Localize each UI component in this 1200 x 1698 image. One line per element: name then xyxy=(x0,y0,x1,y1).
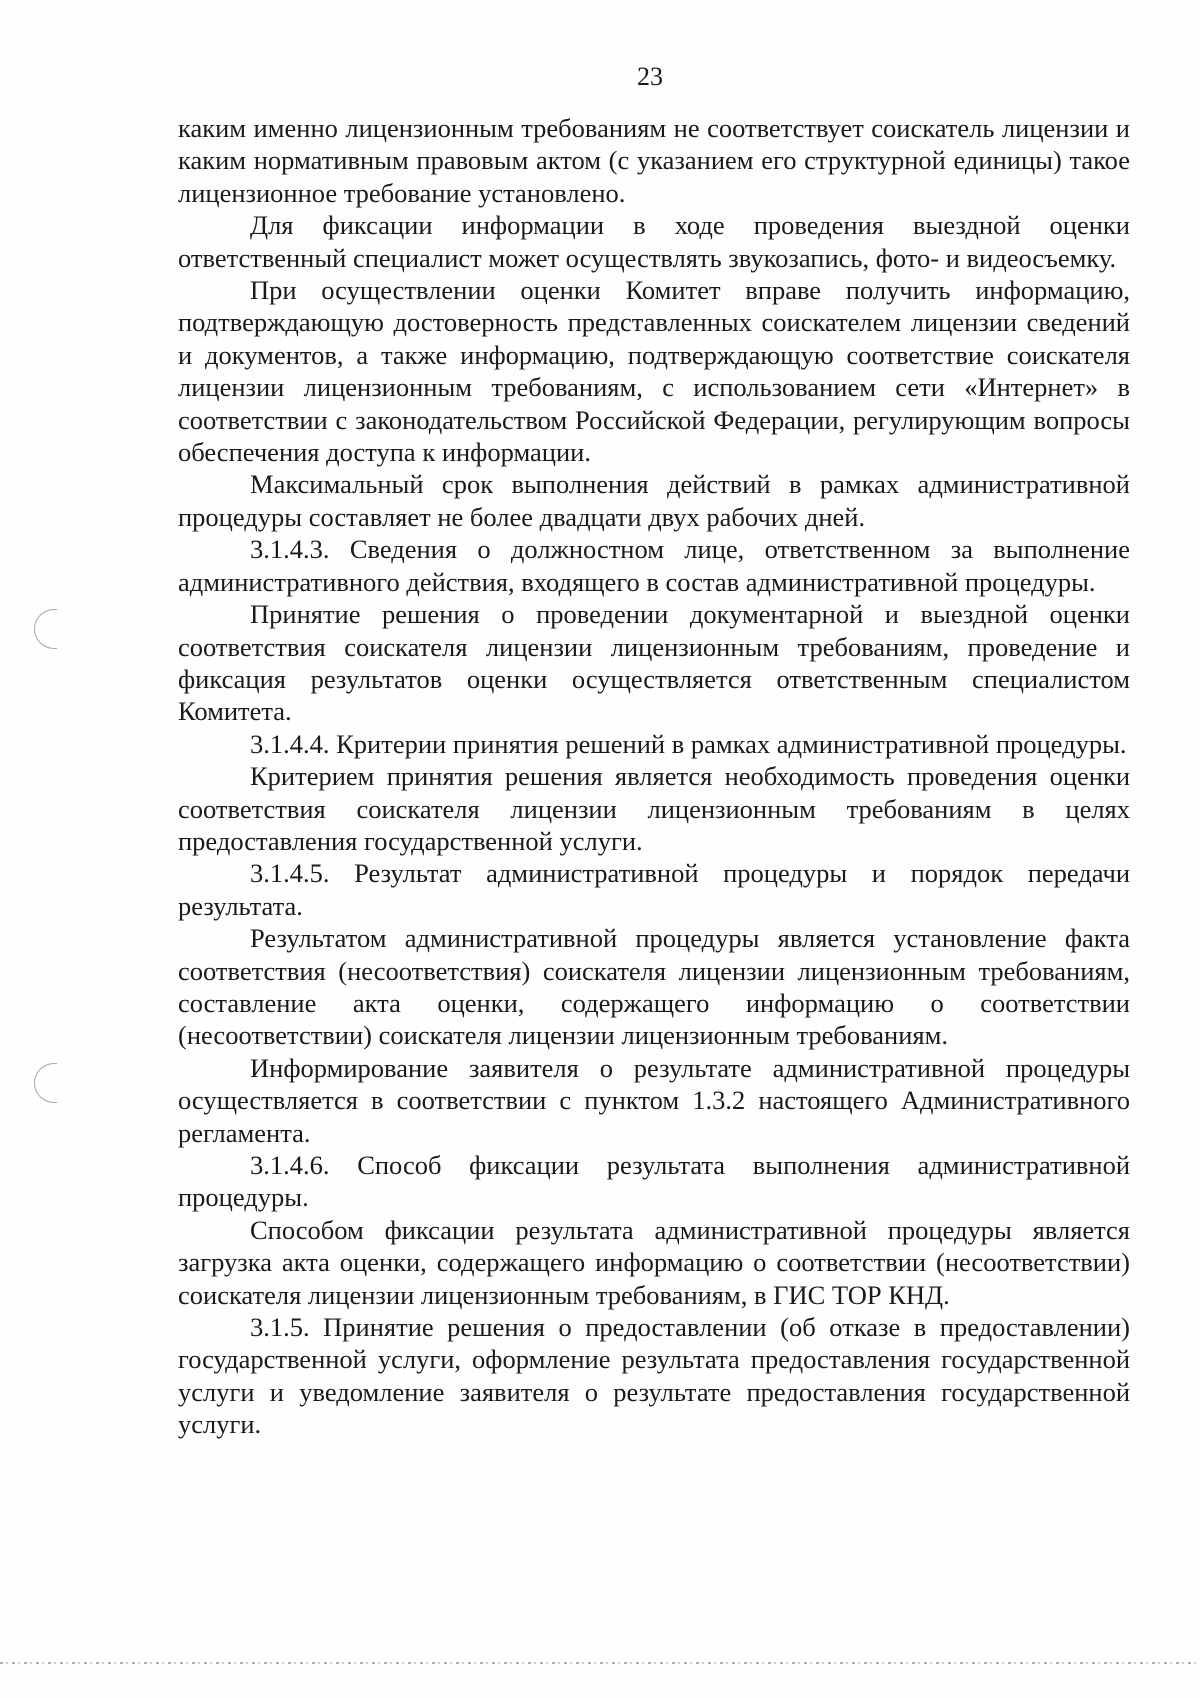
section-3-1-4-3-heading: 3.1.4.3. Сведения о должностном лице, ответственном за выполнение административного действия, входящего в состав административной процедуры. xyxy=(178,534,1130,597)
document-body xyxy=(178,112,1130,1441)
section-3-1-4-4-heading: 3.1.4.4. Критерии принятия решений в рамках административной процедуры. xyxy=(250,728,1127,759)
binding-hole-mark-lower xyxy=(34,1063,57,1103)
paragraph-max-duration: Максимальный срок выполнения действий в рамках административной процедуры составляет не более двадцати двух рабочих дней. xyxy=(178,469,1130,532)
paragraph-procedure-result: Результатом административной процедуры является установление факта соответствия (несоответствия) соискателя лицензии лицензионным требованиям, составление акта оценки, содержащего информацию о соответствии (несоответствии) соискателя лицензии лицензионным требованиям. xyxy=(178,923,1130,1051)
paragraph-recording: Для фиксации информации в ходе проведения выездной оценки ответственный специалист может осуществлять звукозапись, фото- и видеосъемку. xyxy=(178,210,1130,273)
paragraph-applicant-notification: Информирование заявителя о результате административной процедуры осуществляется в соответствии с пунктом 1.3.2 настоящего Административного регламента. xyxy=(178,1052,1130,1148)
binding-hole-mark-upper xyxy=(34,609,57,649)
section-3-1-5-heading: 3.1.5. Принятие решения о предоставлении (об отказе в предоставлении) государственной услуги, оформление результата предоставления государственной услуги и уведомление заявителя о результате предоставления государственной услуги. xyxy=(178,1312,1130,1440)
scan-edge-line xyxy=(0,1662,1200,1664)
section-3-1-4-6-heading: 3.1.4.6. Способ фиксации результата выполнения административной процедуры. xyxy=(178,1150,1130,1213)
page-number: 23 xyxy=(637,62,663,91)
paragraph-decision-criterion: Критерием принятия решения является необходимость проведения оценки соответствия соискателя лицензии лицензионным требованиям в целях предоставления государственной услуги. xyxy=(178,761,1130,856)
paragraph-result-recording-method: Способом фиксации результата административной процедуры является загрузка акта оценки, содержащего информацию о соответствии (несоответствии) соискателя лицензии лицензионным требованиям, в ГИС ТОР КНД. xyxy=(178,1214,1130,1310)
section-3-1-4-5-heading: 3.1.4.5. Результат административной процедуры и порядок передачи результата. xyxy=(178,858,1130,921)
paragraph-continuation: каким именно лицензионным требованиям не соответствует соискатель лицензии и каким нормативным правовым актом (с указанием его структурной единицы) такое лицензионное требование установлено. xyxy=(178,113,1130,208)
paragraph-internet-verification: При осуществлении оценки Комитет вправе получить информацию, подтверждающую достоверность представленных соискателем лицензии сведений и документов, а также информацию, подтверждающую соответствие соискателя лицензии лицензионным требованиям, с использованием сети «Интернет» в соответствии с законодательством Российской Федерации, регулирующим вопросы обеспечения доступа к информации. xyxy=(178,275,1130,468)
paragraph-responsible-official: Принятие решения о проведении документарной и выездной оценки соответствия соискателя лицензии лицензионным требованиям, проведение и фиксация результатов оценки осуществляется ответственным специалистом Комитета. xyxy=(178,599,1130,727)
